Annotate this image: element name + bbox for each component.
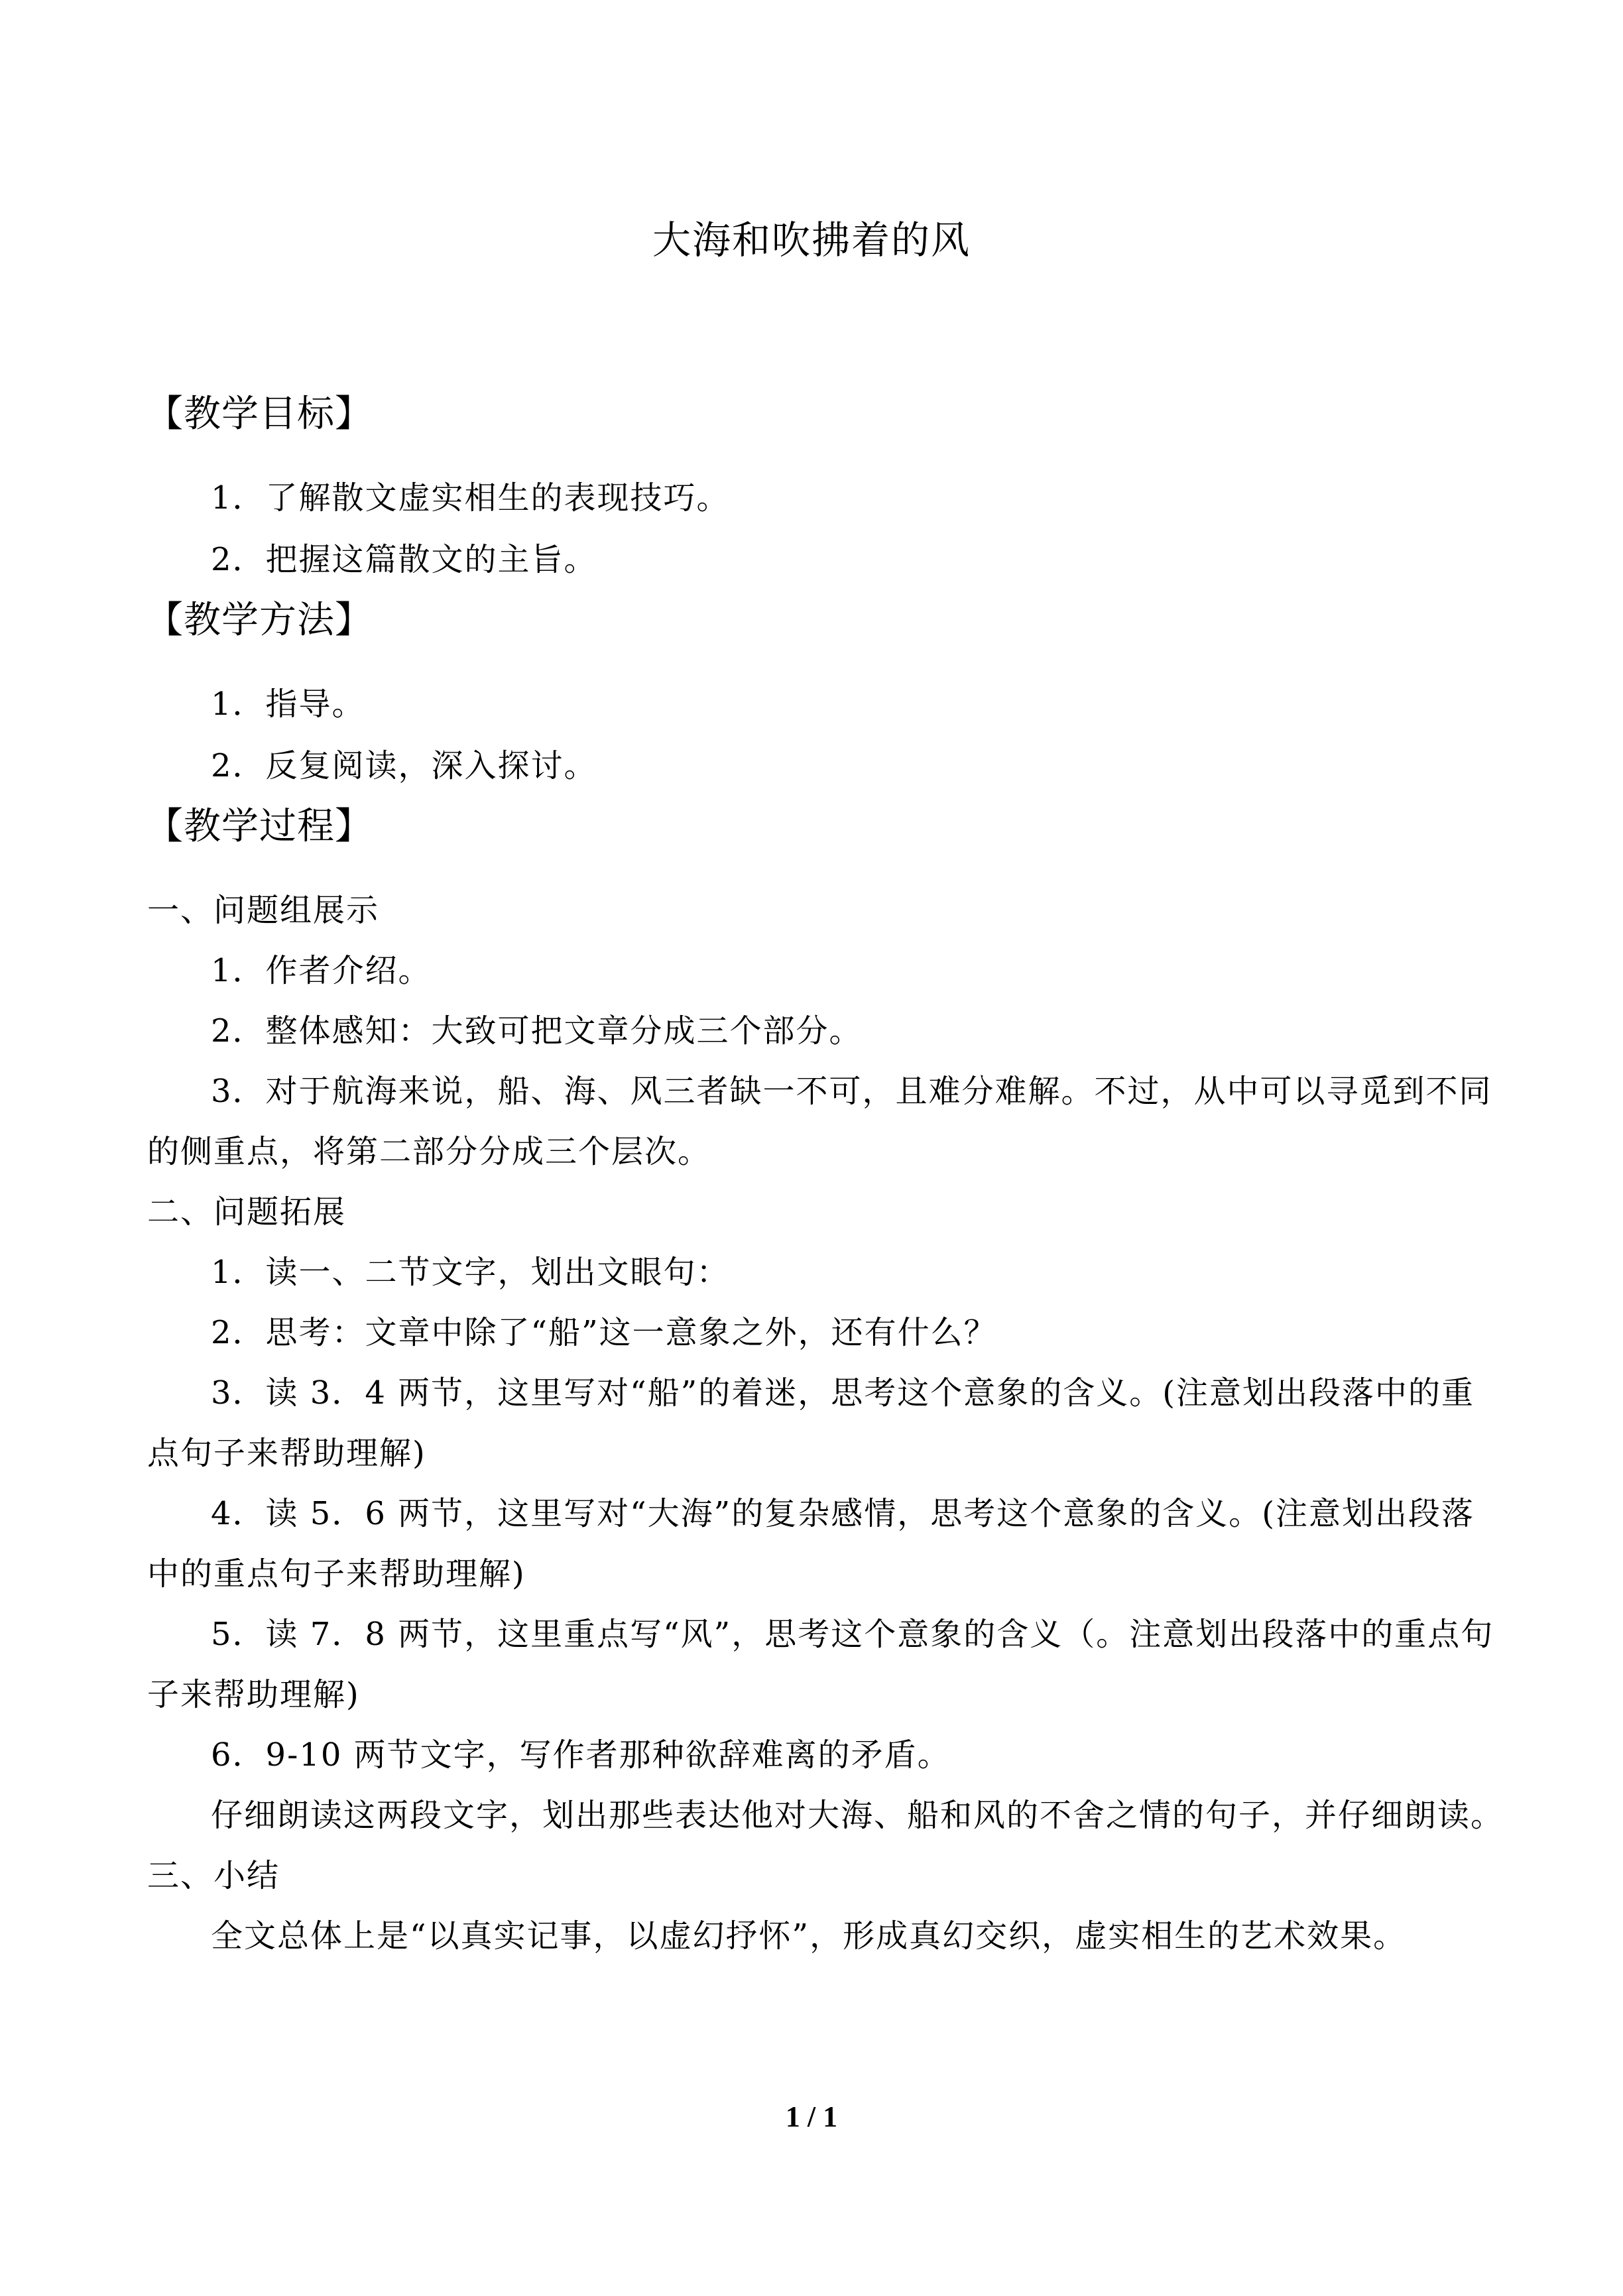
process-line: 4．读 5．6 两节，这里写对“大海”的复杂感情，思考这个意象的含义。(注意划出段落 [211, 1495, 1474, 1532]
document-title: 大海和吹拂着的风 [652, 217, 971, 263]
method-item: 2．反复阅读，深入探讨。 [211, 747, 597, 784]
process-line: 3．对于航海来说，船、海、风三者缺一不可，且难分难解。不过，从中可以寻觅到不同 [211, 1073, 1492, 1110]
process-line: 2．整体感知：大致可把文章分成三个部分。 [211, 1012, 863, 1050]
subsection-title: 二、问题拓展 [147, 1193, 347, 1231]
section-heading-methods: 【教学方法】 [146, 599, 373, 642]
process-line: 6．9-10 两节文字，写作者那种欲辞难离的矛盾。 [211, 1736, 951, 1774]
process-line: 3．读 3．4 两节，这里写对“船”的着迷，思考这个意象的含义。(注意划出段落中的重 [211, 1374, 1474, 1412]
method-item: 1．指导。 [211, 686, 365, 723]
process-line: 5．读 7．8 两节，这里重点写“风”，思考这个意象的含义（。注意划出段落中的重点句 [211, 1616, 1494, 1653]
subsection-title: 三、小结 [147, 1857, 280, 1894]
process-line: 2．思考：文章中除了“船”这一意象之外，还有什么？ [211, 1314, 997, 1351]
section-heading-process: 【教学过程】 [146, 805, 373, 848]
objective-item: 1．了解散文虚实相生的表现技巧。 [211, 479, 730, 516]
process-line-continued: 点句子来帮助理解) [147, 1435, 426, 1472]
subsection-title: 一、问题组展示 [147, 892, 380, 929]
objective-item: 2．把握这篇散文的主旨。 [211, 541, 597, 578]
process-line-continued: 子来帮助理解) [147, 1676, 360, 1713]
process-line-continued: 的侧重点，将第二部分分成三个层次。 [147, 1133, 711, 1170]
page-number: 1 / 1 [785, 2100, 838, 2133]
process-line: 1．作者介绍。 [211, 952, 432, 989]
process-line: 仔细朗读这两段文字，划出那些表达他对大海、船和风的不舍之情的句子，并仔细朗读。 [211, 1797, 1504, 1834]
process-line: 1．读一、二节文字，划出文眼句： [211, 1254, 730, 1291]
process-line-continued: 中的重点句子来帮助理解) [147, 1555, 526, 1593]
section-heading-objectives: 【教学目标】 [146, 393, 373, 436]
summary-line: 全文总体上是“以真实记事，以虚幻抒怀”，形成真幻交织，虚实相生的艺术效果。 [211, 1917, 1407, 1955]
